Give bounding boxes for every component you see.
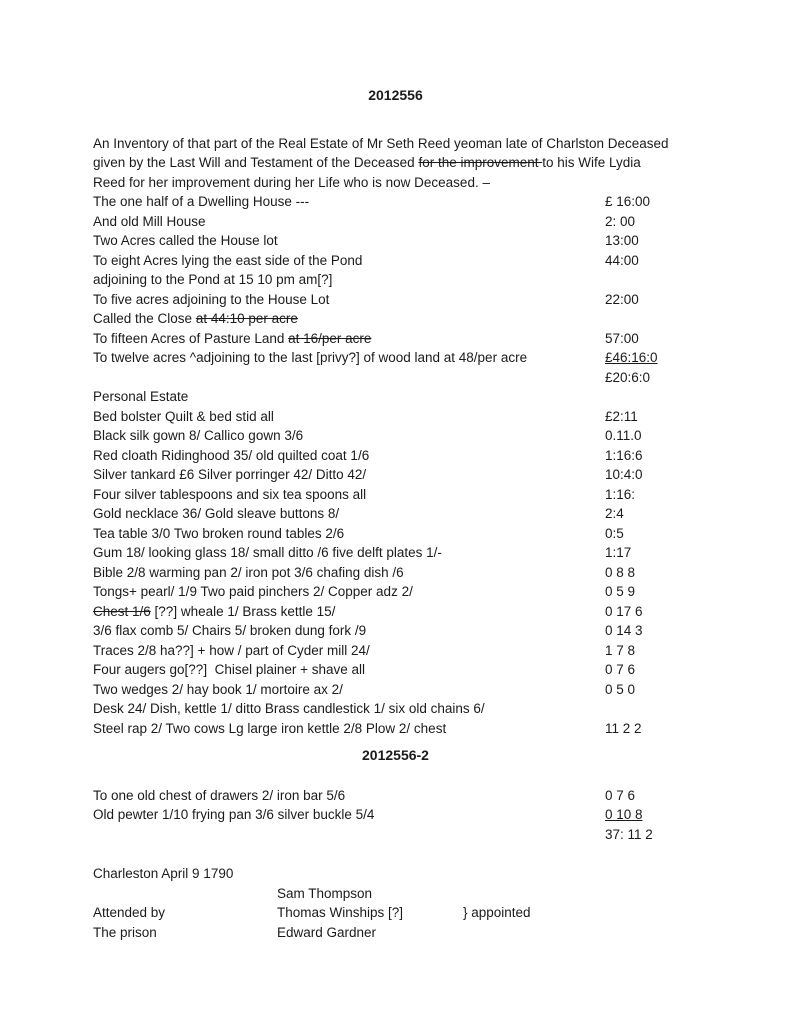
item-description (93, 602, 605, 622)
item-description (93, 290, 605, 310)
item-description (93, 660, 605, 680)
item-description (93, 699, 605, 719)
item-value: 0 8 8 (605, 564, 636, 580)
inventory-row (93, 270, 771, 290)
inventory-row (93, 407, 771, 427)
inventory-row (93, 699, 771, 719)
personal-estate-heading: Personal Estate (93, 389, 189, 404)
item-description (93, 719, 605, 739)
inventory-row (93, 212, 771, 232)
struck-text: for the improvement (418, 155, 543, 170)
inventory-row (93, 660, 771, 680)
item-text: [??] wheale 1/ Brass kettle 15/ (150, 603, 336, 619)
inventory-row (93, 641, 771, 661)
item-description (93, 309, 605, 329)
item-text: Bed bolster Quilt & bed stid all (93, 408, 274, 424)
inventory-row (93, 251, 771, 271)
inventory-row (93, 825, 771, 845)
item-value: 1:17 (605, 545, 632, 560)
preamble-line (93, 153, 771, 173)
item-description (93, 251, 605, 271)
item-description (93, 212, 605, 232)
item-description (93, 680, 605, 700)
inventory-row (93, 524, 771, 544)
inventory-row (93, 290, 771, 310)
inventory-row (93, 582, 771, 602)
item-text: Old pewter 1/10 frying pan 3/6 silver buckle 5/4 (93, 807, 375, 822)
signatory-name: Edward Gardner (277, 924, 377, 940)
personal-estate-item-list (93, 407, 771, 739)
attestation-role: Attended by (93, 905, 166, 920)
item-description (93, 786, 605, 806)
item-value: 0 17 6 (605, 603, 643, 619)
inventory-row (93, 786, 771, 806)
document-id-heading: 2012556 (368, 87, 423, 103)
item-value: 2: 00 (605, 213, 636, 229)
item-text: Bible 2/8 warming pan 2/ iron pot 3/6 chafing dish /6 (93, 564, 404, 580)
item-text: Red cloath Ridinghood 35/ old quilted coat 1/6 (93, 447, 370, 463)
item-text: Steel rap 2/ Two cows Lg large iron kettle 2/8 Plow 2/ chest (93, 720, 447, 736)
item-value: 0 14 3 (605, 623, 643, 638)
signature-list (93, 884, 771, 943)
struck-text: Chest 1/6 (93, 603, 151, 619)
item-description (93, 329, 605, 349)
item-value: 1:16:6 (605, 447, 643, 463)
item-description (93, 192, 605, 212)
item-description (93, 270, 605, 290)
item-description (93, 348, 605, 368)
preamble-text: given by the Last Will and Testament of the Deceased (93, 155, 419, 170)
item-text: To five acres adjoining to the House Lot (93, 291, 330, 307)
inventory-row (93, 485, 771, 505)
inventory-row (93, 329, 771, 349)
item-text: To twelve acres ^adjoining to the last [privy?] of wood land at 48/per acre (93, 350, 528, 365)
attestation-role (93, 884, 277, 904)
inventory-preamble (93, 134, 771, 193)
item-value: 44:00 (605, 252, 639, 268)
item-value: £ 16:00 (605, 194, 651, 209)
item-value: 1:16: (605, 486, 636, 502)
document-id-heading-page2: 2012556-2 (362, 747, 429, 763)
item-description (93, 524, 605, 544)
item-text: Two Acres called the House lot (93, 233, 278, 248)
item-value: 0 7 6 (605, 787, 636, 803)
item-value: £46:16:0 (605, 350, 658, 365)
item-text: Black silk gown 8/ Callico gown 3/6 (93, 428, 304, 443)
appointed-note: } appointed (463, 905, 531, 920)
item-text: 3/6 flax comb 5/ Chairs 5/ broken dung fork /9 (93, 623, 367, 638)
item-description (93, 504, 605, 524)
item-text: Silver tankard £6 Silver porringer 42/ Ditto 42/ (93, 467, 367, 482)
item-description (93, 426, 605, 446)
item-value: 0 7 6 (605, 662, 636, 677)
item-value: 13:00 (605, 233, 639, 248)
preamble-text: to his Wife Lydia (542, 155, 641, 170)
signature-row (93, 903, 771, 923)
item-value: 0.11.0 (605, 428, 642, 443)
attestation-block (93, 864, 771, 942)
item-value: £2:11 (605, 408, 638, 424)
preamble-line: An Inventory of that part of the Real Estate of Mr Seth Reed yeoman late of Charlston Deceased (93, 135, 669, 151)
inventory-row (93, 446, 771, 466)
inventory-row (93, 192, 771, 212)
inventory-row (93, 543, 771, 563)
item-text: Called the Close (93, 311, 196, 326)
inventory-row (93, 680, 771, 700)
inventory-row (93, 465, 771, 485)
item-value: 11 2 2 (605, 720, 642, 736)
item-description (93, 407, 605, 427)
item-description (93, 563, 605, 583)
struck-text: at 44:10 per acre (195, 311, 298, 326)
item-text: Traces 2/8 ha??] + how / part of Cyder mill 24/ (93, 642, 370, 658)
inventory-row (93, 563, 771, 583)
real-estate-item-list (93, 192, 771, 387)
struck-text: at 16/per acre (288, 330, 372, 346)
item-value: 0 5 9 (605, 584, 636, 599)
item-value: 2:4 (605, 506, 624, 521)
item-value: 0 10 8 (605, 807, 643, 822)
item-value: 22:00 (605, 291, 639, 307)
item-description (93, 621, 605, 641)
item-description (93, 641, 605, 661)
item-text: Four silver tablespoons and six tea spoons all (93, 486, 367, 502)
item-text: Tea table 3/0 Two broken round tables 2/6 (93, 525, 345, 541)
item-text: Desk 24/ Dish, kettle 1/ ditto Brass candlestick 1/ six old chains 6/ (93, 701, 485, 716)
signatory-name: Thomas Winships [?] (277, 905, 404, 920)
item-description (93, 805, 605, 825)
item-text: Four augers go[??] Chisel plainer + shave all (93, 662, 366, 677)
inventory-row (93, 621, 771, 641)
inventory-row (93, 719, 771, 739)
item-text: The one half of a Dwelling House --- (93, 194, 310, 209)
page2-item-list (93, 786, 771, 845)
item-value: 57:00 (605, 330, 639, 346)
item-value: 37: 11 2 (605, 826, 653, 842)
item-text: To eight Acres lying the east side of the Pond (93, 252, 363, 268)
item-description (93, 446, 605, 466)
signature-row (93, 884, 771, 904)
item-text: And old Mill House (93, 213, 206, 229)
inventory-row (93, 368, 771, 388)
item-text: Tongs+ pearl/ 1/9 Two paid pinchers 2/ Copper adz 2/ (93, 584, 413, 599)
item-description (93, 485, 605, 505)
signatory-name: Sam Thompson (277, 885, 373, 901)
item-text: To one old chest of drawers 2/ iron bar 5/6 (93, 787, 346, 803)
inventory-row (93, 602, 771, 622)
place-date: Charleston April 9 1790 (93, 866, 234, 881)
item-text: Gum 18/ looking glass 18/ small ditto /6 five delft plates 1/- (93, 545, 442, 560)
item-value: 0:5 (605, 525, 624, 541)
item-description (93, 231, 605, 251)
item-text: adjoining to the Pond at 15 10 pm am[?] (93, 272, 333, 287)
preamble-line: Reed for her improvement during her Life who is now Deceased. – (93, 174, 490, 190)
item-description (93, 582, 605, 602)
inventory-row (93, 805, 771, 825)
item-value: 0 5 0 (605, 681, 636, 697)
signature-row (93, 923, 771, 943)
inventory-row (93, 348, 771, 368)
item-text: To fifteen Acres of Pasture Land (93, 330, 289, 346)
inventory-row (93, 504, 771, 524)
inventory-row (93, 309, 771, 329)
item-text: Two wedges 2/ hay book 1/ mortoire ax 2/ (93, 681, 343, 697)
attestation-role: The prison (93, 924, 157, 940)
item-value: £20:6:0 (605, 369, 651, 385)
item-value: 10:4:0 (605, 467, 643, 482)
inventory-row (93, 231, 771, 251)
item-description (93, 465, 605, 485)
item-description (93, 543, 605, 563)
item-text: Gold necklace 36/ Gold sleave buttons 8/ (93, 506, 340, 521)
item-value: 1 7 8 (605, 642, 636, 658)
inventory-row (93, 426, 771, 446)
